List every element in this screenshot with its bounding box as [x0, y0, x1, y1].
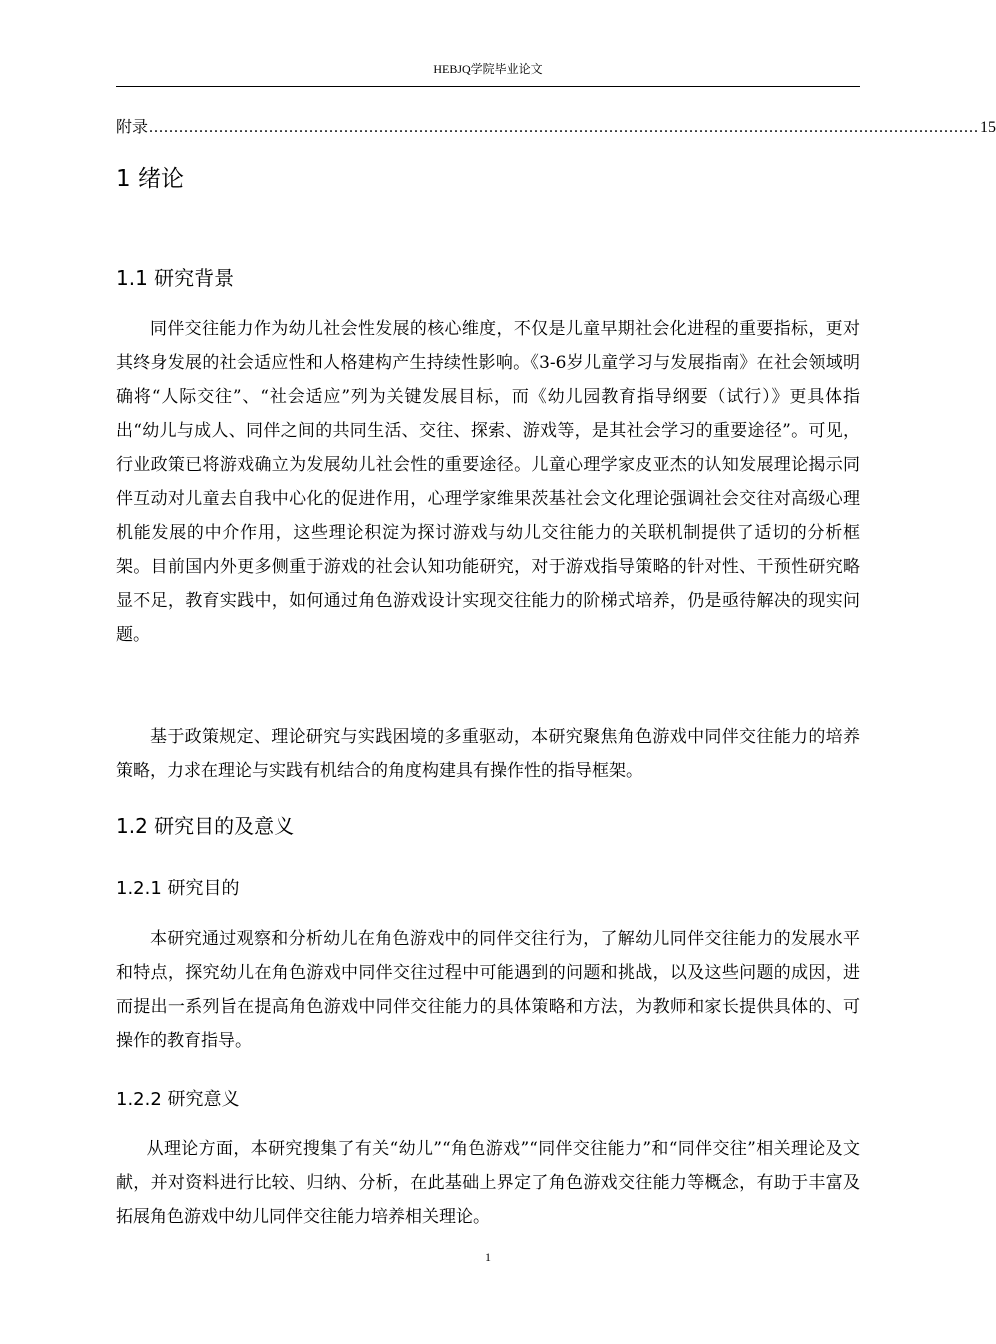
paragraph-research-focus: 基于政策规定、理论研究与实践困境的多重驱动，本研究聚焦角色游戏中同伴交往能力的培养策略，力求在理论与实践有机结合的角度构建具有操作性的指导框架。 — [116, 727, 860, 781]
paragraph-significance: 从理论方面，本研究搜集了有关“幼儿”“角色游戏”“同伴交往能力”和“同伴交往”相关理论及文献，并对资料进行比较、归纳、分析，在此基础上界定了角色游戏交往能力等概念，有助于丰富及拓展角色游戏中幼儿同伴交往能力培养相关理论。 — [116, 1139, 860, 1227]
paragraph-background: 同伴交往能力作为幼儿社会性发展的核心维度，不仅是儿童早期社会化进程的重要指标，更对其终身发展的社会适应性和人格建构产生持续性影响。《3-6岁儿童学习与发展指南》在社会领域明确将“人际交往”、“社会适应”列为关键发展目标，而《幼儿园教育指导纲要（试行）》更具体指出“幼儿与成人、同伴之间的共同生活、交往、探索、游戏等，是其社会学习的重要途径”。可见，行业政策已将游戏确立为发展幼儿社会性的重要途径。儿童心理学家皮亚杰的认知发展理论揭示同伴互动对儿童去自我中心化的促进作用，心理学家维果茨基社会文化理论强调社会交往对高级心理机能发展的中介作用，这些理论积淀为探讨游戏与幼儿交往能力的关联机制提供了适切的分析框架。目前国内外更多侧重于游戏的社会认知功能研究，对于游戏指导策略的针对性、干预性研究略显不足，教育实践中，如何通过角色游戏设计实现交往能力的阶梯式培养，仍是亟待解决的现实问题。 — [116, 319, 860, 645]
subsection-title-significance: 1.2.2 研究意义 — [116, 1089, 240, 1110]
header-divider — [116, 86, 860, 87]
subsection-title-purpose: 1.2.1 研究目的 — [116, 878, 240, 899]
toc-entry-page: 15 — [980, 119, 996, 136]
section-title-background: 1.1 研究背景 — [116, 266, 235, 290]
section-title-purpose-significance: 1.2 研究目的及意义 — [116, 814, 295, 838]
toc-entry-appendix[interactable] — [116, 114, 996, 140]
page-header: HEBJQ学院毕业论文 — [433, 62, 543, 76]
paragraph-purpose: 本研究通过观察和分析幼儿在角色游戏中的同伴交往行为，了解幼儿同伴交往能力的发展水平和特点，探究幼儿在角色游戏中同伴交往过程中可能遇到的问题和挑战，以及这些问题的成因，进而提出一系列旨在提高角色游戏中同伴交往能力的具体策略和方法，为教师和家长提供具体的、可操作的教育指导。 — [116, 929, 860, 1051]
toc-entry-label: 附录 — [116, 117, 149, 136]
toc-dot-leader: ...................................................................................................................................................................... — [149, 119, 980, 136]
chapter-title: 1 绪论 — [116, 166, 184, 192]
page-number: 1 — [485, 1250, 491, 1264]
